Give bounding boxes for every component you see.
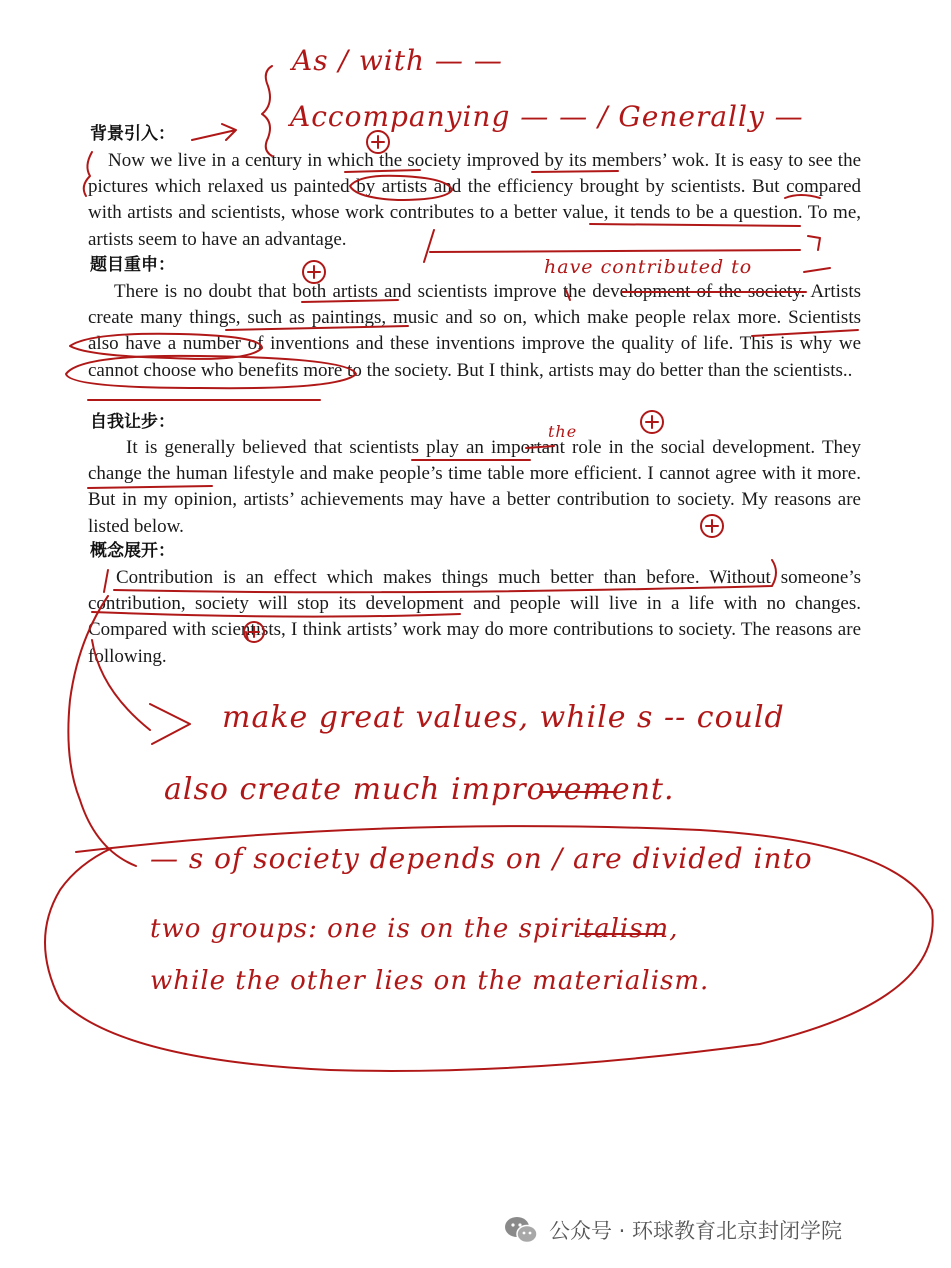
wechat-icon: [503, 1215, 539, 1245]
section-heading-concept: 概念展开：: [90, 541, 175, 561]
paragraph-restate: There is no doubt that both artists and scientists improve the development of the society. Artists create many things, such as paintings, music and so on, which make people relax more. Scientists also have a number of inventions and these inventions improve the quality of life. This is why we cannot choose who benefits more to the society. But I think, artists may do better than the scientists..: [88, 281, 861, 381]
handwritten-comment-1-line-2: also create much improvement.: [164, 772, 675, 807]
handwritten-note-have-contributed: have contributed to: [544, 256, 753, 278]
handwritten-note-the: the: [548, 422, 578, 441]
watermark-label: 公众号 · 环球教育北京封闭学院: [549, 1219, 843, 1243]
section-heading-background: 背景引入：: [90, 124, 175, 144]
handwritten-note-accompanying: Accompanying — — / Generally —: [290, 100, 804, 133]
handwritten-comment-1-line-1: make great values, while s -- could: [222, 700, 785, 735]
section-heading-restate: 题目重申：: [90, 255, 175, 275]
brace-mark: [262, 66, 272, 156]
paragraph-concession: It is generally believed that scientists play an important role in the social development. They change the human lifestyle and make people’s time table more efficient. I cannot agree with it more. But in my opinion, artists’ achievements may have a better contribution to society. My reasons are listed below.: [88, 437, 861, 537]
section-heading-concession: 自我让步：: [90, 412, 175, 432]
paragraph-background: Now we live in a century in which the society improved by its members’ wok. It is easy to see the pictures which relaxed us painted by artists and the efficiency brought by scientists. But compared with artists and scientists, whose work contributes to a better value, it tends to be a question. To me, artists seem to have an advantage.: [88, 150, 861, 250]
handwritten-comment-2-line-1: — s of society depends on / are divided into: [150, 842, 813, 875]
handwritten-note-as-with: As / with — —: [292, 44, 503, 77]
handwritten-comment-2-line-3: while the other lies on the materialism.: [150, 966, 710, 996]
arrow-mark: [192, 124, 236, 140]
watermark: [503, 1213, 842, 1247]
handwritten-comment-2-line-2: two groups: one is on the spiritalism,: [150, 914, 679, 944]
paragraph-concept: Contribution is an effect which makes things much better than before. Without someone’s contribution, society will stop its development and people will live in a life with no changes. Compared with scientists, I think artists’ work may do more contributions to society. The reasons are following.: [88, 567, 861, 667]
